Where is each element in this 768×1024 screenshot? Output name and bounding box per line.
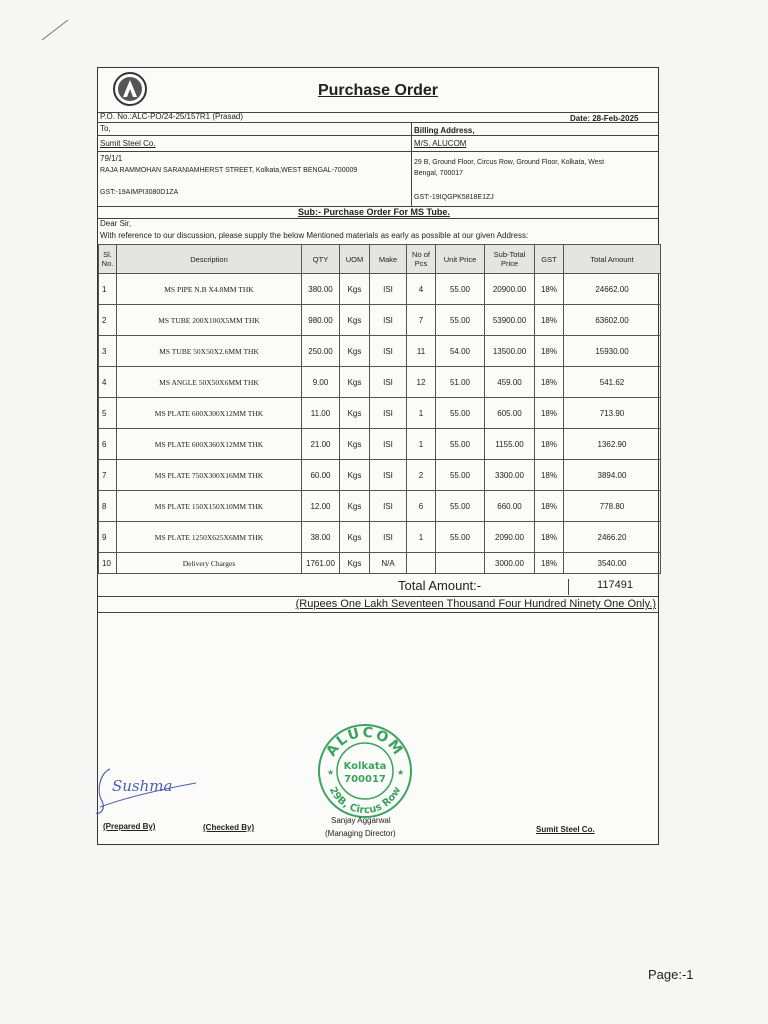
cell-sl-no: 9 [99, 522, 117, 553]
cell-sub-total: 3300.00 [485, 460, 535, 491]
cell-gst: 18% [535, 522, 564, 553]
checked-by: (Checked By) [203, 823, 255, 832]
cell-gst: 18% [535, 367, 564, 398]
cell-qty: 38.00 [302, 522, 340, 553]
col-unit-price: Unit Price [436, 245, 485, 274]
cell-no-of-pcs: 11 [407, 336, 436, 367]
table-row [99, 429, 661, 460]
table-row [99, 367, 661, 398]
cell-sub-total: 2090.00 [485, 522, 535, 553]
company-stamp [317, 723, 413, 819]
greeting: Dear Sir, [100, 219, 132, 228]
col-sub-total: Sub-Total Price [485, 245, 535, 274]
svg-text:★: ★ [397, 768, 405, 777]
cell-sub-total: 20900.00 [485, 274, 535, 305]
cell-description: MS ANGLE 50X50X6MM THK [117, 367, 302, 398]
cell-sl-no: 8 [99, 491, 117, 522]
cell-qty: 380.00 [302, 274, 340, 305]
cell-no-of-pcs: 1 [407, 429, 436, 460]
cell-total-amount: 778.80 [564, 491, 661, 522]
cell-uom: Kgs [340, 491, 370, 522]
cell-unit-price: 51.00 [436, 367, 485, 398]
header [98, 68, 658, 113]
cell-gst: 18% [535, 491, 564, 522]
cell-make: ISI [370, 429, 407, 460]
purchase-order-sheet [97, 67, 659, 845]
vendor-name: Sumit Steel Co. [100, 139, 156, 148]
vendor-gst: GST:-19AIMPI3080D1ZA [100, 189, 179, 196]
cell-unit-price: 55.00 [436, 429, 485, 460]
table-row [99, 336, 661, 367]
po-number-row [98, 112, 658, 123]
to-label: To, [100, 124, 111, 133]
cell-uom: Kgs [340, 367, 370, 398]
table-row [99, 305, 661, 336]
cell-uom: Kgs [340, 398, 370, 429]
items-table [98, 244, 661, 574]
cell-unit-price: 55.00 [436, 491, 485, 522]
amount-in-words: (Rupees One Lakh Seventeen Thousand Four Hundred Ninety One Only.) [295, 598, 656, 610]
cell-sub-total: 13500.00 [485, 336, 535, 367]
cell-unit-price: 55.00 [436, 274, 485, 305]
cell-unit-price: 55.00 [436, 398, 485, 429]
col-make: Make [370, 245, 407, 274]
cell-sub-total: 660.00 [485, 491, 535, 522]
cell-gst: 18% [535, 305, 564, 336]
cell-sub-total: 3000.00 [485, 553, 535, 574]
cell-sl-no: 6 [99, 429, 117, 460]
intro-text: With reference to our discussion, please supply the below Mentioned materials as early as possible at our given Address: [100, 231, 529, 240]
cell-description: MS TUBE 50X50X2.6MM THK [117, 336, 302, 367]
cell-total-amount: 15930.00 [564, 336, 661, 367]
total-value: 117491 [568, 579, 661, 595]
stamp-pin: 700017 [344, 774, 386, 785]
cell-description: MS PIPE N.B X4.8MM THK [117, 274, 302, 305]
director-title: (Managing Director) [325, 829, 396, 838]
cell-total-amount: 3894.00 [564, 460, 661, 491]
cell-no-of-pcs: 1 [407, 398, 436, 429]
cell-total-amount: 541.62 [564, 367, 661, 398]
address-block [98, 152, 658, 207]
cell-uom: Kgs [340, 305, 370, 336]
po-date: Date: 28-Feb-2025 [570, 114, 639, 123]
vendor-address-line2: RAJA RAMMOHAN SARANIAMHERST STREET, Kolkata,WEST BENGAL-700009 [100, 167, 358, 174]
cell-gst: 18% [535, 460, 564, 491]
cell-unit-price: 55.00 [436, 305, 485, 336]
cell-qty: 11.00 [302, 398, 340, 429]
cell-unit-price: 55.00 [436, 460, 485, 491]
subject: Sub:- Purchase Order For MS Tube. [298, 207, 450, 217]
cell-sl-no: 4 [99, 367, 117, 398]
col-uom: UOM [340, 245, 370, 274]
address-divider [411, 123, 412, 207]
cell-sub-total: 459.00 [485, 367, 535, 398]
stamp-ring-top: ALUCOM [323, 724, 407, 760]
cell-no-of-pcs: 6 [407, 491, 436, 522]
cell-sl-no: 10 [99, 553, 117, 574]
cell-no-of-pcs [407, 553, 436, 574]
table-row [99, 398, 661, 429]
cell-sl-no: 3 [99, 336, 117, 367]
cell-no-of-pcs: 2 [407, 460, 436, 491]
signature-text: Sushma [112, 777, 173, 795]
col-qty: QTY [302, 245, 340, 274]
cell-make: ISI [370, 367, 407, 398]
pen-mark [40, 18, 70, 42]
cell-total-amount: 2466.20 [564, 522, 661, 553]
cell-qty: 60.00 [302, 460, 340, 491]
cell-gst: 18% [535, 398, 564, 429]
cell-uom: Kgs [340, 429, 370, 460]
cell-total-amount: 24662.00 [564, 274, 661, 305]
col-total-amount: Total Amount [564, 245, 661, 274]
billing-address-line1: 29 B, Ground Floor, Circus Row, Ground Floor, Kolkata, West [414, 159, 605, 166]
cell-unit-price: 55.00 [436, 522, 485, 553]
cell-qty: 21.00 [302, 429, 340, 460]
vendor-name-row [98, 136, 658, 152]
stamp-city: Kolkata [343, 761, 387, 772]
svg-text:ALUCOM [323, 725, 406, 760]
cell-total-amount: 713.90 [564, 398, 661, 429]
cell-make: ISI [370, 336, 407, 367]
cell-unit-price [436, 553, 485, 574]
cell-qty: 9.00 [302, 367, 340, 398]
cell-qty: 250.00 [302, 336, 340, 367]
billing-address-line2: Bengal, 700017 [414, 170, 464, 177]
cell-gst: 18% [535, 553, 564, 574]
cell-sl-no: 2 [99, 305, 117, 336]
cell-description: MS TUBE 200X100X5MM THK [117, 305, 302, 336]
vendor-signature: Sumit Steel Co. [536, 825, 595, 834]
po-number: P.O. No.:ALC-PO/24-25/157R1 (Prasad) [100, 112, 244, 121]
cell-sub-total: 1155.00 [485, 429, 535, 460]
cell-gst: 18% [535, 429, 564, 460]
cell-uom: Kgs [340, 460, 370, 491]
page-number: Page:-1 [648, 967, 694, 982]
col-description: Description [117, 245, 302, 274]
table-row [99, 522, 661, 553]
cell-sub-total: 605.00 [485, 398, 535, 429]
cell-qty: 12.00 [302, 491, 340, 522]
cell-unit-price: 54.00 [436, 336, 485, 367]
cell-description: Delivery Charges [117, 553, 302, 574]
cell-sl-no: 1 [99, 274, 117, 305]
col-gst: GST [535, 245, 564, 274]
cell-description: MS PLATE 750X300X16MM THK [117, 460, 302, 491]
cell-make: ISI [370, 274, 407, 305]
billing-name: M/S. ALUCOM [414, 139, 467, 148]
cell-description: MS PLATE 600X300X12MM THK [117, 398, 302, 429]
cell-no-of-pcs: 12 [407, 367, 436, 398]
cell-description: MS PLATE 1250X625X6MM THK [117, 522, 302, 553]
total-row [98, 578, 658, 597]
cell-uom: Kgs [340, 274, 370, 305]
signature [92, 761, 202, 821]
cell-uom: Kgs [340, 336, 370, 367]
vendor-address-line1: 79/1/1 [100, 154, 123, 163]
subject-row [98, 207, 658, 219]
cell-total-amount: 1362.90 [564, 429, 661, 460]
cell-uom: Kgs [340, 522, 370, 553]
cell-make: ISI [370, 460, 407, 491]
divider [98, 612, 658, 613]
cell-qty: 1761.00 [302, 553, 340, 574]
cell-qty: 980.00 [302, 305, 340, 336]
billing-label: Billing Address, [414, 126, 475, 135]
table-row [99, 274, 661, 305]
cell-sub-total: 53900.00 [485, 305, 535, 336]
cell-make: ISI [370, 491, 407, 522]
table-header-row [99, 245, 661, 274]
stamp-ring-bottom: 29B, Circus Row [326, 785, 404, 817]
cell-no-of-pcs: 7 [407, 305, 436, 336]
cell-total-amount: 63602.00 [564, 305, 661, 336]
cell-gst: 18% [535, 336, 564, 367]
to-row [98, 123, 658, 136]
cell-sl-no: 5 [99, 398, 117, 429]
svg-text:★: ★ [327, 768, 335, 777]
table-row [99, 460, 661, 491]
total-label: Total Amount:- [398, 578, 482, 593]
prepared-by: (Prepared By) [103, 822, 156, 831]
cell-make: ISI [370, 305, 407, 336]
col-sl-no: Sl. No. [99, 245, 117, 274]
cell-make: ISI [370, 522, 407, 553]
cell-gst: 18% [535, 274, 564, 305]
col-no-of-pcs: No of Pcs [407, 245, 436, 274]
cell-no-of-pcs: 1 [407, 522, 436, 553]
cell-description: MS PLATE 150X150X10MM THK [117, 491, 302, 522]
page-title: Purchase Order [317, 82, 439, 99]
table-row [99, 553, 661, 574]
billing-gst: GST:-19IQGPK5818E1ZJ [414, 194, 494, 201]
cell-no-of-pcs: 4 [407, 274, 436, 305]
table-row [99, 491, 661, 522]
cell-uom: Kgs [340, 553, 370, 574]
cell-total-amount: 3540.00 [564, 553, 661, 574]
cell-description: MS PLATE 600X360X12MM THK [117, 429, 302, 460]
cell-make: ISI [370, 398, 407, 429]
cell-sl-no: 7 [99, 460, 117, 491]
svg-text:29B, Circus Row [327, 785, 404, 816]
cell-make: N/A [370, 553, 407, 574]
director-name: Sanjay Aggarwal [331, 816, 391, 825]
